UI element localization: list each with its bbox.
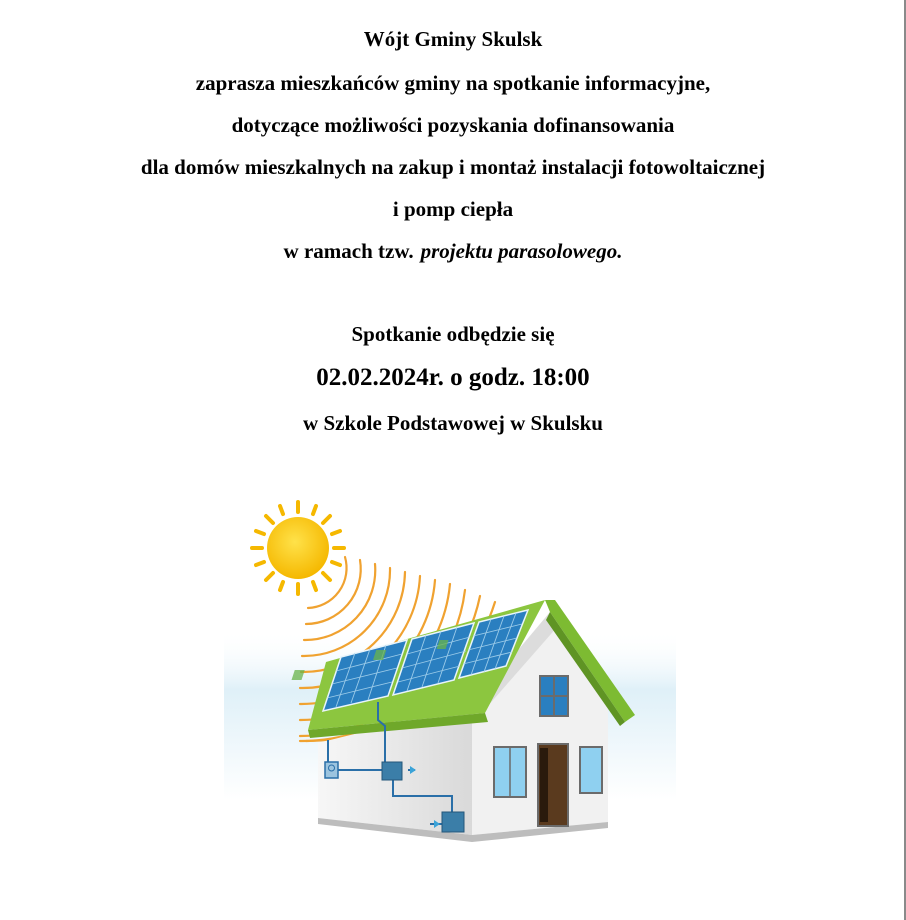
door <box>538 744 568 826</box>
meeting-datetime: 02.02.2024r. o godz. 18:00 <box>316 364 590 391</box>
project-name: projektu parasolowego. <box>420 239 623 263</box>
attic-window <box>540 676 568 716</box>
invitation-line: dla domów mieszkalnych na zakup i montaż instalacji fotowoltaicznej <box>140 155 766 179</box>
sun-icon <box>267 517 329 579</box>
invitation-heading: Wójt Gminy Skulsk <box>363 27 543 51</box>
invitation-line: i pomp ciepła <box>392 197 514 221</box>
invitation-line-project <box>0 239 906 264</box>
meeting-location: w Szkole Podstawowej w Skulsku <box>303 411 603 435</box>
invitation-line: dotyczące możliwości pozyskania dofinansowania <box>231 113 675 137</box>
solar-house-icon <box>210 500 680 845</box>
invitation-line: zaprasza mieszkańców gminy na spotkanie informacyjne, <box>195 71 711 95</box>
solar-house-illustration <box>210 500 680 845</box>
side-window <box>580 747 602 793</box>
meeting-intro: Spotkanie odbędzie się <box>351 322 555 346</box>
front-window <box>494 747 526 797</box>
meter-icon <box>382 762 402 780</box>
heat-pump-icon <box>442 812 464 832</box>
project-prefix: w ramach tzw. <box>283 239 414 263</box>
inverter-icon <box>325 762 338 778</box>
